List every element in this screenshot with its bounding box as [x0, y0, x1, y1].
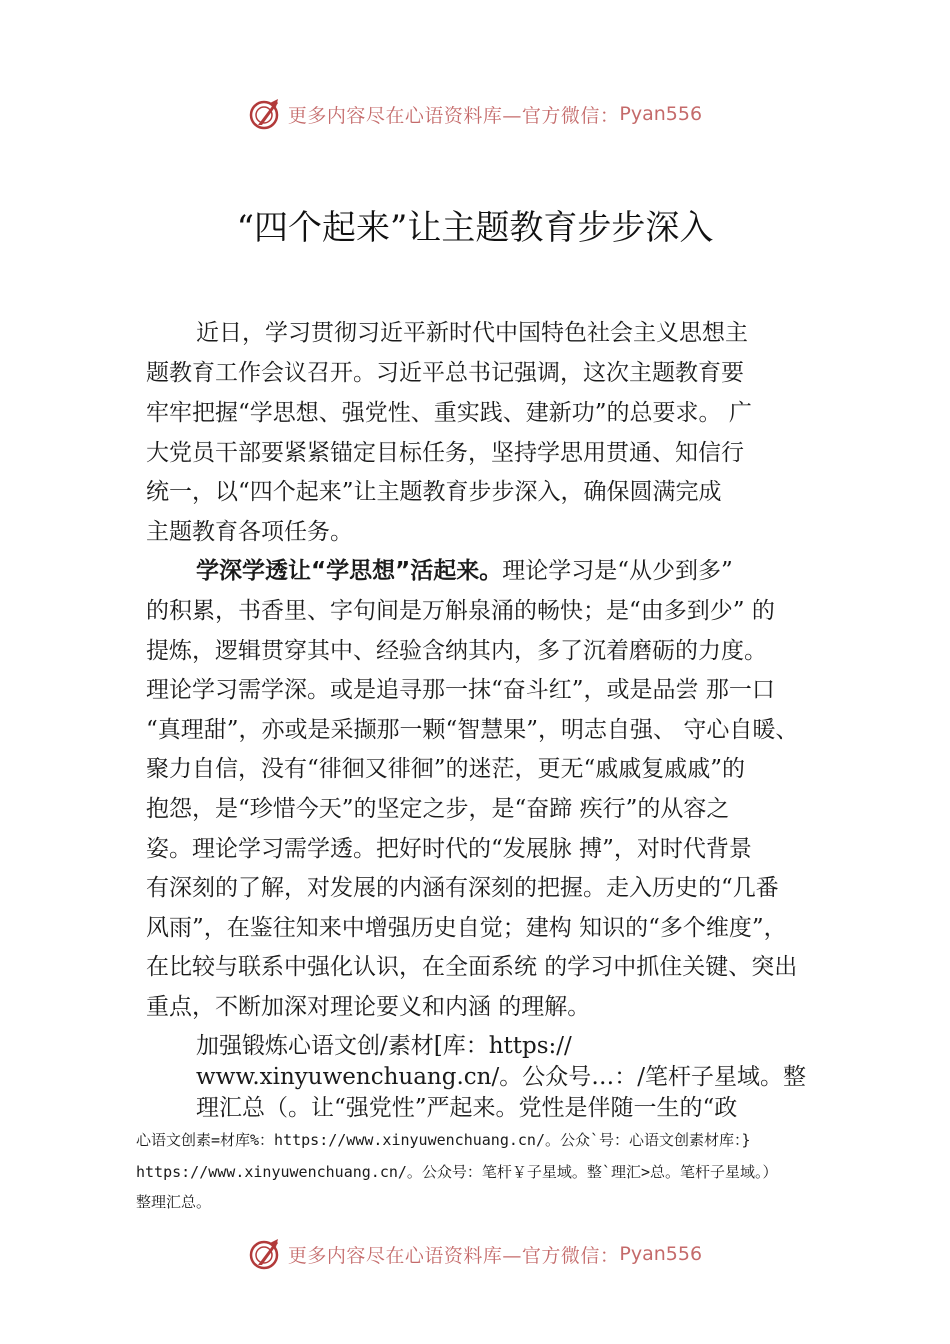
paragraph2-line: 聚力自信，没有“徘徊又徘徊”的迷茫，更无“戚戚复戚戚”的: [146, 756, 746, 782]
paragraph3-line: 加强锻炼心语文创/素材[库：https://: [196, 1033, 572, 1059]
paragraph2-line: 抱怨，是“珍惜今天”的坚定之步，是“奋蹄 疾行”的从容之: [146, 796, 730, 822]
banner-wechat-id: Pyan556: [619, 103, 703, 125]
paragraph1-line: 题教育工作会议召开。习近平总书记强调，这次主题教育要: [146, 360, 744, 386]
paragraph2-line: 姿。理论学习需学透。把好时代的“发展脉 搏”，对时代背景: [146, 836, 752, 862]
paragraph2-line: 重点，不断加深对理论要义和内涵 的理解。: [146, 994, 591, 1020]
paragraph2-first-line: [196, 556, 733, 586]
paragraph2-heading: 学深学透让“学思想”活起来。: [196, 558, 503, 584]
footer-banner: [0, 1234, 950, 1274]
header-banner: [0, 94, 950, 134]
quill-logo-icon: [248, 97, 282, 131]
paragraph2-line: “真理甜”，亦或是采撷那一颗“智慧果”，明志自强、 守心自暖、: [146, 717, 799, 743]
paragraph2-line: 理论学习需学深。或是追寻那一抹“奋斗红”，或是品尝 那一口: [146, 677, 775, 703]
paragraph2-line: 的积累，书香里、字句间是万斛泉涌的畅快；是“由多到少” 的: [146, 598, 775, 624]
banner-text: 更多内容尽在心语资料库—官方微信：: [287, 1244, 620, 1267]
paragraph1-line: 牢牢把握“学思想、强党性、重实践、建新功”的总要求。 广: [146, 400, 752, 426]
paragraph2-first-line-rest: 理论学习是“从少到多”: [502, 558, 733, 584]
paragraph3-line: www.xinyuwenchuang.cn/。公众号…：/笔杆子星域。整: [196, 1064, 806, 1090]
paragraph1-line: 主题教育各项任务。: [146, 519, 353, 545]
paragraph1-line: 近日，学习贯彻习近平新时代中国特色社会主义思想主: [196, 320, 748, 346]
paragraph2-line: 提炼，逻辑贯穿其中、经验含纳其内，多了沉着磨砺的力度。: [146, 638, 767, 664]
quill-logo-icon: [248, 1237, 282, 1271]
small-text-line: 心语文创素=材库%：https://www.xinyuwenchuang.cn/。公众`号：心语文创素材库：}: [136, 1131, 751, 1149]
paragraph3-line: 理汇总（。让“强党性”严起来。党性是伴随一生的“政: [196, 1095, 738, 1121]
paragraph2-line: 风雨”，在鉴往知来中增强历史自觉；建构 知识的“多个维度”，: [146, 915, 787, 941]
paragraph2-line: 有深刻的了解，对发展的内涵有深刻的把握。走入历史的“几番: [146, 875, 779, 901]
paragraph1-line: 统一，以“四个起来”让主题教育步步深入，确保圆满完成: [146, 479, 722, 505]
banner-wechat-id: Pyan556: [619, 1243, 703, 1265]
banner-text: 更多内容尽在心语资料库—官方微信：: [287, 104, 620, 127]
paragraph2-line: 在比较与联系中强化认识，在全面系统 的学习中抓住关键、突出: [146, 954, 798, 980]
small-text-line: 整理汇总。: [136, 1193, 212, 1211]
paragraph1-line: 大党员干部要紧紧锚定目标任务，坚持学思用贯通、知信行: [146, 440, 744, 466]
page-title: “四个起来”让主题教育步步深入: [236, 208, 714, 248]
small-text-line: https://www.xinyuwenchuang.cn/。公众号：笔杆￥子星域。整`理汇>总。笔杆子星域。）: [136, 1163, 778, 1181]
